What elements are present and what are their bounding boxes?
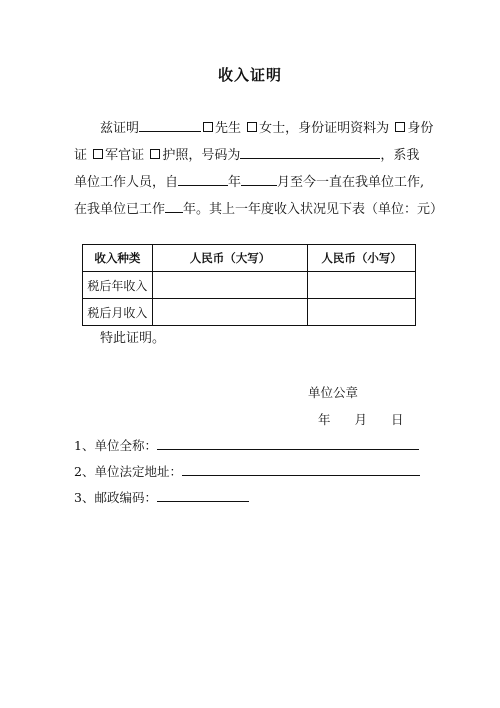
worked-years-text: 在我单位已工作 [74,202,166,217]
work-since-text: 单位工作人员，自 [74,175,179,190]
month-till-now-text: 月至今一直在我单位工作, [277,175,425,190]
employee-text: ，系我 [380,148,420,163]
name-field[interactable] [139,118,201,132]
postal-code-label: 3、邮政编码： [74,490,157,505]
date-year: 年 [318,412,331,427]
closing-text: 特此证明。 [100,331,166,346]
field-company-name [74,436,419,454]
years-worked-field[interactable] [165,199,183,213]
paragraph-line-1 [100,118,433,137]
income-table-intro: 年。其上一年度收入状况见下表（单位：元） [183,202,444,217]
row-label-monthly: 税后月收入 [83,299,153,326]
row-label-annual: 税后年收入 [83,272,153,299]
id-card-label: 身份 [407,121,434,136]
postal-code-input[interactable] [157,488,249,502]
year-label: 年 [228,175,242,190]
field-company-address [74,462,420,480]
income-table [82,244,416,326]
paragraph-line-4 [74,199,443,218]
date-month: 月 [354,412,368,427]
company-address-input[interactable] [182,462,420,476]
monthly-uppercase-cell[interactable] [152,299,308,326]
mr-checkbox[interactable] [203,122,213,132]
mr-label: 先生 [215,121,242,136]
ms-checkbox[interactable] [247,122,257,132]
document-title: 收入证明 [217,66,282,84]
header-rmb-uppercase: 人民币（大写） [152,245,308,272]
company-name-label: 1、单位全称： [74,438,157,453]
ms-label: 女士，身份证明资料为 [259,121,390,136]
start-month-field[interactable] [241,172,277,186]
start-year-field[interactable] [178,172,228,186]
certify-text: 兹证明 [100,121,140,136]
header-income-type: 收入种类 [83,245,153,272]
monthly-lowercase-cell[interactable] [308,299,416,326]
passport-label: 护照，号码为 [162,148,241,163]
id-card-checkbox[interactable] [395,122,405,132]
military-id-checkbox[interactable] [93,149,103,159]
annual-lowercase-cell[interactable] [308,272,416,299]
table-row [83,299,416,326]
header-rmb-lowercase: 人民币（小写） [308,245,416,272]
id-card-label-cont: 证 [74,148,88,163]
paragraph-line-3 [74,172,424,191]
date-day: 日 [391,412,404,427]
annual-uppercase-cell[interactable] [152,272,308,299]
company-seal-label: 单位公章 [308,385,359,400]
field-postal-code [74,488,249,506]
military-id-label: 军官证 [105,148,145,163]
id-number-field[interactable] [240,145,380,159]
table-row [83,272,416,299]
company-address-label: 2、单位法定地址： [74,464,182,479]
company-name-input[interactable] [157,436,419,450]
passport-checkbox[interactable] [150,149,160,159]
date-line [318,410,404,428]
paragraph-line-2 [74,145,419,164]
table-header-row [83,245,416,272]
